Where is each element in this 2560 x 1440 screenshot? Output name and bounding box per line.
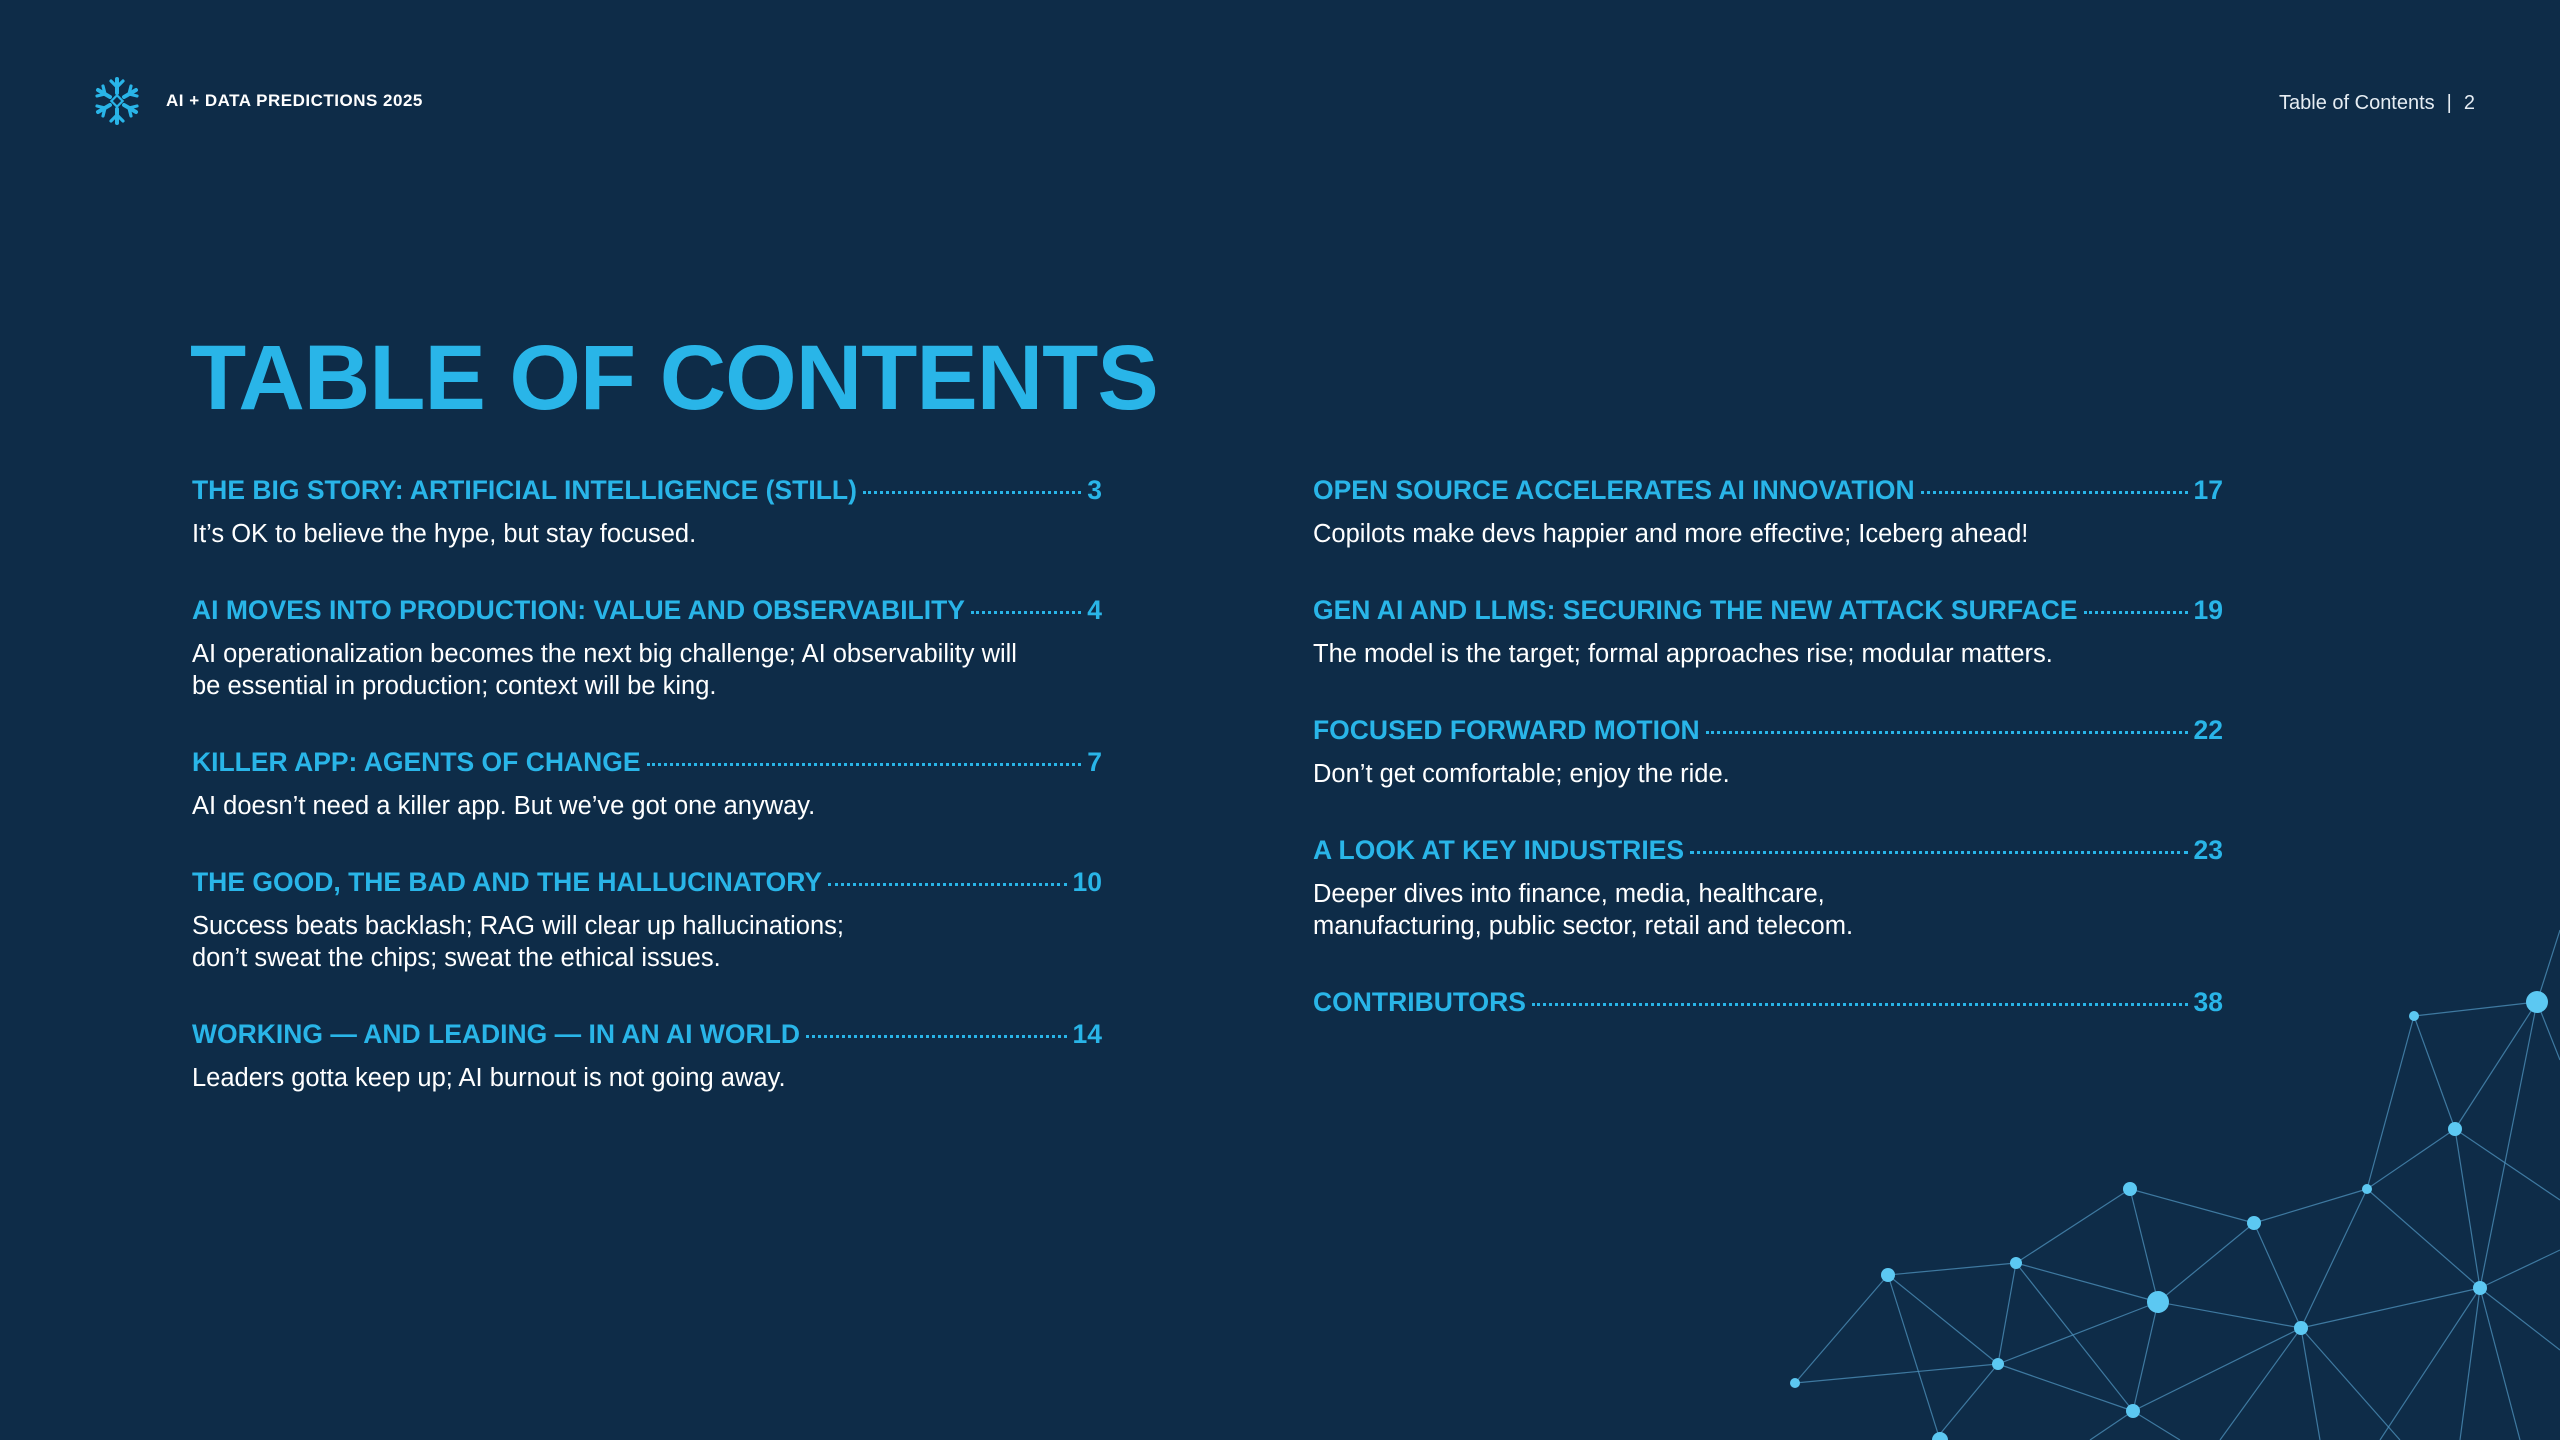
toc-entry-title: FOCUSED FORWARD MOTION	[1313, 715, 1700, 745]
toc-entry-description: Don’t get comfortable; enjoy the ride.	[1313, 760, 1730, 788]
toc-entry-title: AI MOVES INTO PRODUCTION: VALUE AND OBSERVABILITY	[192, 595, 965, 625]
toc-entry-title: OPEN SOURCE ACCELERATES AI INNOVATION	[1313, 475, 1915, 505]
toc-entry-title: A LOOK AT KEY INDUSTRIES	[1313, 835, 1685, 865]
toc-page-number: 19	[2193, 595, 2223, 625]
toc-entry-description: Copilots make devs happier and more effective; Iceberg ahead!	[1313, 520, 2029, 548]
separator: |	[2446, 92, 2452, 114]
brand-title: AI + DATA PREDICTIONS 2025	[166, 91, 423, 110]
toc-page-number: 23	[2193, 835, 2223, 865]
toc-page-number: 14	[1072, 1019, 1102, 1049]
toc-entry-title: THE BIG STORY: ARTIFICIAL INTELLIGENCE (STILL)	[192, 475, 857, 505]
toc-entry-description: The model is the target; formal approaches rise; modular matters.	[1313, 640, 2053, 668]
toc-entry-description: AI operationalization becomes the next big challenge; AI observability will be essential in production; context will be king.	[192, 640, 1017, 700]
toc-page-number: 4	[1087, 595, 1102, 625]
toc-entry-description: Deeper dives into finance, media, healthcare, manufacturing, public sector, retail and telecom.	[1313, 880, 1854, 940]
toc-entry-description: Success beats backlash; RAG will clear up hallucinations; don’t sweat the chips; sweat the ethical issues.	[192, 912, 844, 972]
page-number: 2	[2463, 92, 2475, 114]
toc-page-number: 17	[2193, 475, 2223, 505]
toc-page-number: 38	[2193, 987, 2223, 1017]
toc-page-number: 22	[2193, 715, 2223, 745]
toc-entry-title: CONTRIBUTORS	[1313, 987, 1526, 1017]
page-title: TABLE OF CONTENTS	[190, 327, 1158, 429]
toc-entry-description: AI doesn’t need a killer app. But we’ve got one anyway.	[192, 792, 816, 820]
toc-page-number: 3	[1087, 475, 1102, 505]
toc-entry-description: It’s OK to believe the hype, but stay focused.	[192, 520, 697, 548]
toc-page-number: 10	[1072, 867, 1102, 897]
toc-entry-title: KILLER APP: AGENTS OF CHANGE	[192, 747, 641, 777]
toc-entry-description: Leaders gotta keep up; AI burnout is not going away.	[192, 1064, 786, 1092]
toc-entry-title: WORKING — AND LEADING — IN AN AI WORLD	[192, 1019, 800, 1049]
toc-entry-title: THE GOOD, THE BAD AND THE HALLUCINATORY	[192, 867, 823, 897]
toc-entry-title: GEN AI AND LLMS: SECURING THE NEW ATTACK SURFACE	[1313, 595, 2078, 625]
section-label: Table of Contents	[2279, 92, 2435, 114]
toc-page-number: 7	[1087, 747, 1102, 777]
